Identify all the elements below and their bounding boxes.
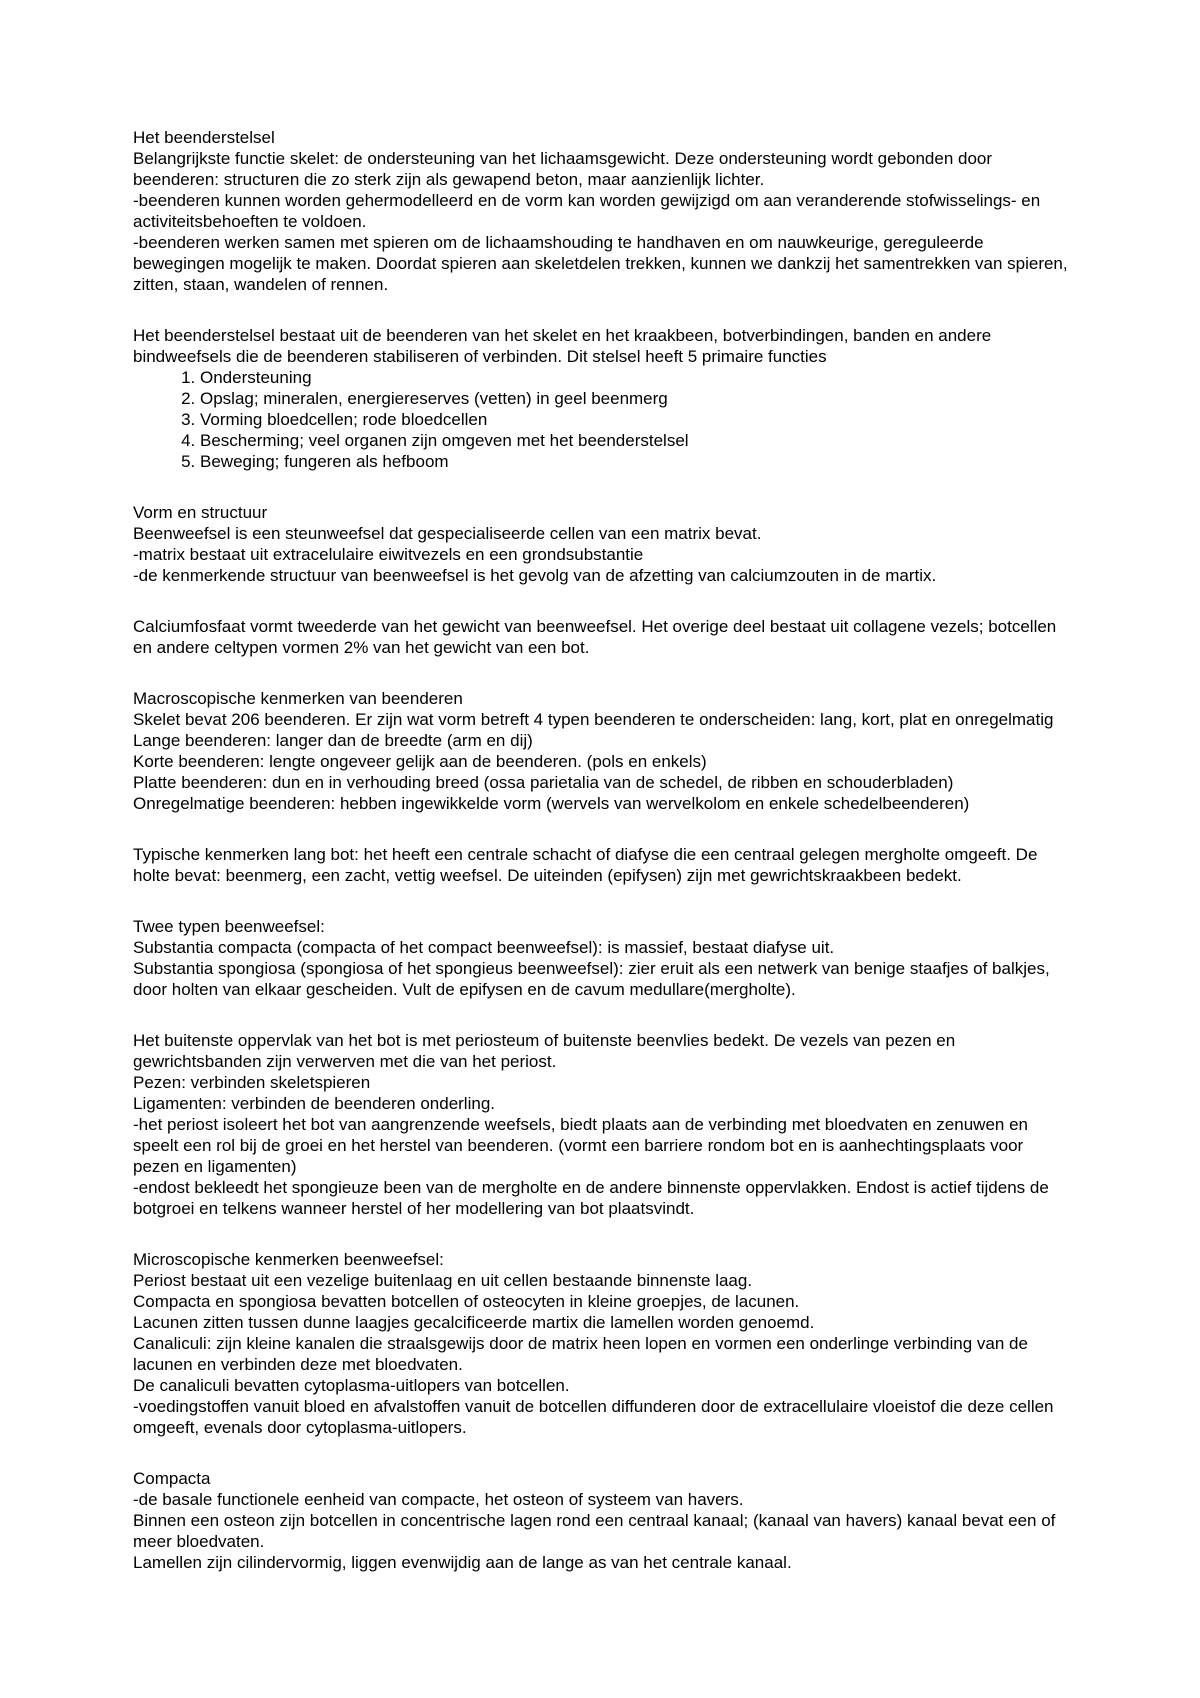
text-line: Skelet bevat 206 beenderen. Er zijn wat vorm betreft 4 typen beenderen te onderscheiden: lang, kort, plat en onregelmatig — [133, 710, 1054, 729]
text-line: Periost bestaat uit een vezelige buitenlaag en uit cellen bestaande binnenste laag. — [133, 1271, 753, 1290]
text-block — [133, 1468, 1073, 1573]
text-block — [133, 325, 1073, 472]
list-item: 4. Bescherming; veel organen zijn omgeven met het beenderstelsel — [200, 430, 1073, 451]
text-line: Compacta — [133, 1469, 211, 1488]
text-line: -het periost isoleert het bot van aangrenzende weefsels, biedt plaats aan de verbinding met bloedvaten en zenuwen en speelt een rol bij de groei en het herstel van beenderen. (vormt een barriere rondom bot en is aanhechtingsplaats voor pezen en ligamenten) — [133, 1115, 1028, 1176]
text-line: -matrix bestaat uit extracelulaire eiwitvezels en een grondsubstantie — [133, 545, 644, 564]
text-block — [133, 1249, 1073, 1438]
text-line: -de kenmerkende structuur van beenweefsel is het gevolg van de afzetting van calciumzouten in de martix. — [133, 566, 937, 585]
text-line: Vorm en structuur — [133, 503, 268, 522]
text-block — [133, 844, 1073, 886]
text-line: Onregelmatige beenderen: hebben ingewikkelde vorm (wervels van wervelkolom en enkele schedelbeenderen) — [133, 794, 970, 813]
text-block — [133, 148, 1073, 295]
document-body — [133, 148, 1073, 1573]
text-line: De canaliculi bevatten cytoplasma-uitlopers van botcellen. — [133, 1376, 570, 1395]
text-line: Calciumfosfaat vormt tweederde van het gewicht van beenweefsel. Het overige deel bestaat uit collagene vezels; botcellen en andere celtypen vormen 2% van het gewicht van een bot. — [133, 617, 1057, 657]
text-line: -voedingstoffen vanuit bloed en afvalstoffen vanuit de botcellen diffunderen door de extracellulaire vloeistof die deze cellen omgeeft, evenals door cytoplasma-uitlopers. — [133, 1397, 1054, 1437]
text-block — [133, 616, 1073, 658]
text-line: Canaliculi: zijn kleine kanalen die straalsgewijs door de matrix heen lopen en vormen een onderlinge verbinding van de lacunen en verbinden deze met bloedvaten. — [133, 1334, 1028, 1374]
text-line: Microscopische kenmerken beenweefsel: — [133, 1250, 444, 1269]
text-block — [133, 502, 1073, 586]
list-item: 1. Ondersteuning — [200, 367, 1073, 388]
text-line: Typische kenmerken lang bot: het heeft een centrale schacht of diafyse die een centraal gelegen mergholte omgeeft. De holte bevat: beenmerg, een zacht, vettig weefsel. De uiteinden (epifysen) zijn met gewrichtskraakbeen bedekt. — [133, 845, 1038, 885]
text-line: Korte beenderen: lengte ongeveer gelijk aan de beenderen. (pols en enkels) — [133, 752, 707, 771]
text-line: Binnen een osteon zijn botcellen in concentrische lagen rond een centraal kanaal; (kanaal van havers) kanaal bevat een of meer bloedvaten. — [133, 1511, 1056, 1551]
document-title: Het beenderstelsel — [133, 128, 275, 147]
text-line: Ligamenten: verbinden de beenderen onderling. — [133, 1094, 495, 1113]
text-line: Macroscopische kenmerken van beenderen — [133, 689, 463, 708]
text-line: Het beenderstelsel bestaat uit de beenderen van het skelet en het kraakbeen, botverbindingen, banden en andere bindweefsels die de beenderen stabiliseren of verbinden. Dit stelsel heeft 5 primaire functies — [133, 326, 992, 366]
text-block — [133, 916, 1073, 1000]
text-line: Compacta en spongiosa bevatten botcellen of osteocyten in kleine groepjes, de lacunen. — [133, 1292, 800, 1311]
list-item: 2. Opslag; mineralen, energiereserves (vetten) in geel beenmerg — [200, 388, 1073, 409]
text-line: Het buitenste oppervlak van het bot is met periosteum of buitenste beenvlies bedekt. De vezels van pezen en gewrichtsbanden zijn verwerven met die van het periost. — [133, 1031, 956, 1071]
text-line: Pezen: verbinden skeletspieren — [133, 1073, 371, 1092]
text-line: Substantia spongiosa (spongiosa of het spongieus beenweefsel): zier eruit als een netwerk van benige staafjes of balkjes, door holten van elkaar gescheiden. Vult de epifysen en de cavum medullare(mergholte). — [133, 959, 1050, 999]
text-line: -beenderen kunnen worden gehermodelleerd en de vorm kan worden gewijzigd om aan veranderende stofwisselings- en activiteitsbehoeften te voldoen. — [133, 191, 1041, 231]
text-line: Twee typen beenweefsel: — [133, 917, 325, 936]
text-line: Substantia compacta (compacta of het compact beenweefsel): is massief, bestaat diafyse uit. — [133, 938, 835, 957]
text-line: -endost bekleedt het spongieuze been van de mergholte en de andere binnenste oppervlakken. Endost is actief tijdens de botgroei en telkens wanneer herstel of her modellering van bot plaatsvindt. — [133, 1178, 1049, 1218]
text-line: Belangrijkste functie skelet: de ondersteuning van het lichaamsgewicht. Deze ondersteuning wordt gebonden door beenderen: structuren die zo sterk zijn als gewapend beton, maar aanzienlijk lichter. — [133, 149, 993, 189]
list-item: 3. Vorming bloedcellen; rode bloedcellen — [200, 409, 1073, 430]
text-line: Lange beenderen: langer dan de breedte (arm en dij) — [133, 731, 533, 750]
text-block — [133, 688, 1073, 814]
text-line: -de basale functionele eenheid van compacte, het osteon of systeem van havers. — [133, 1490, 744, 1509]
text-line: Lacunen zitten tussen dunne laagjes gecalcificeerde martix die lamellen worden genoemd. — [133, 1313, 815, 1332]
text-line: Beenweefsel is een steunweefsel dat gespecialiseerde cellen van een matrix bevat. — [133, 524, 762, 543]
text-block — [133, 1030, 1073, 1219]
text-line: Lamellen zijn cilindervormig, liggen evenwijdig aan de lange as van het centrale kanaal. — [133, 1553, 792, 1572]
list-item: 5. Beweging; fungeren als hefboom — [200, 451, 1073, 472]
text-line: -beenderen werken samen met spieren om de lichaamshouding te handhaven en om nauwkeurige, gereguleerde bewegingen mogelijk te maken. Doordat spieren aan skeletdelen trekken, kunnen we dankzij het samentrekken van spieren, zitten, staan, wandelen of rennen. — [133, 233, 1068, 294]
text-line: Platte beenderen: dun en in verhouding breed (ossa parietalia van de schedel, de ribben en schouderbladen) — [133, 773, 954, 792]
numbered-list — [133, 367, 1073, 472]
